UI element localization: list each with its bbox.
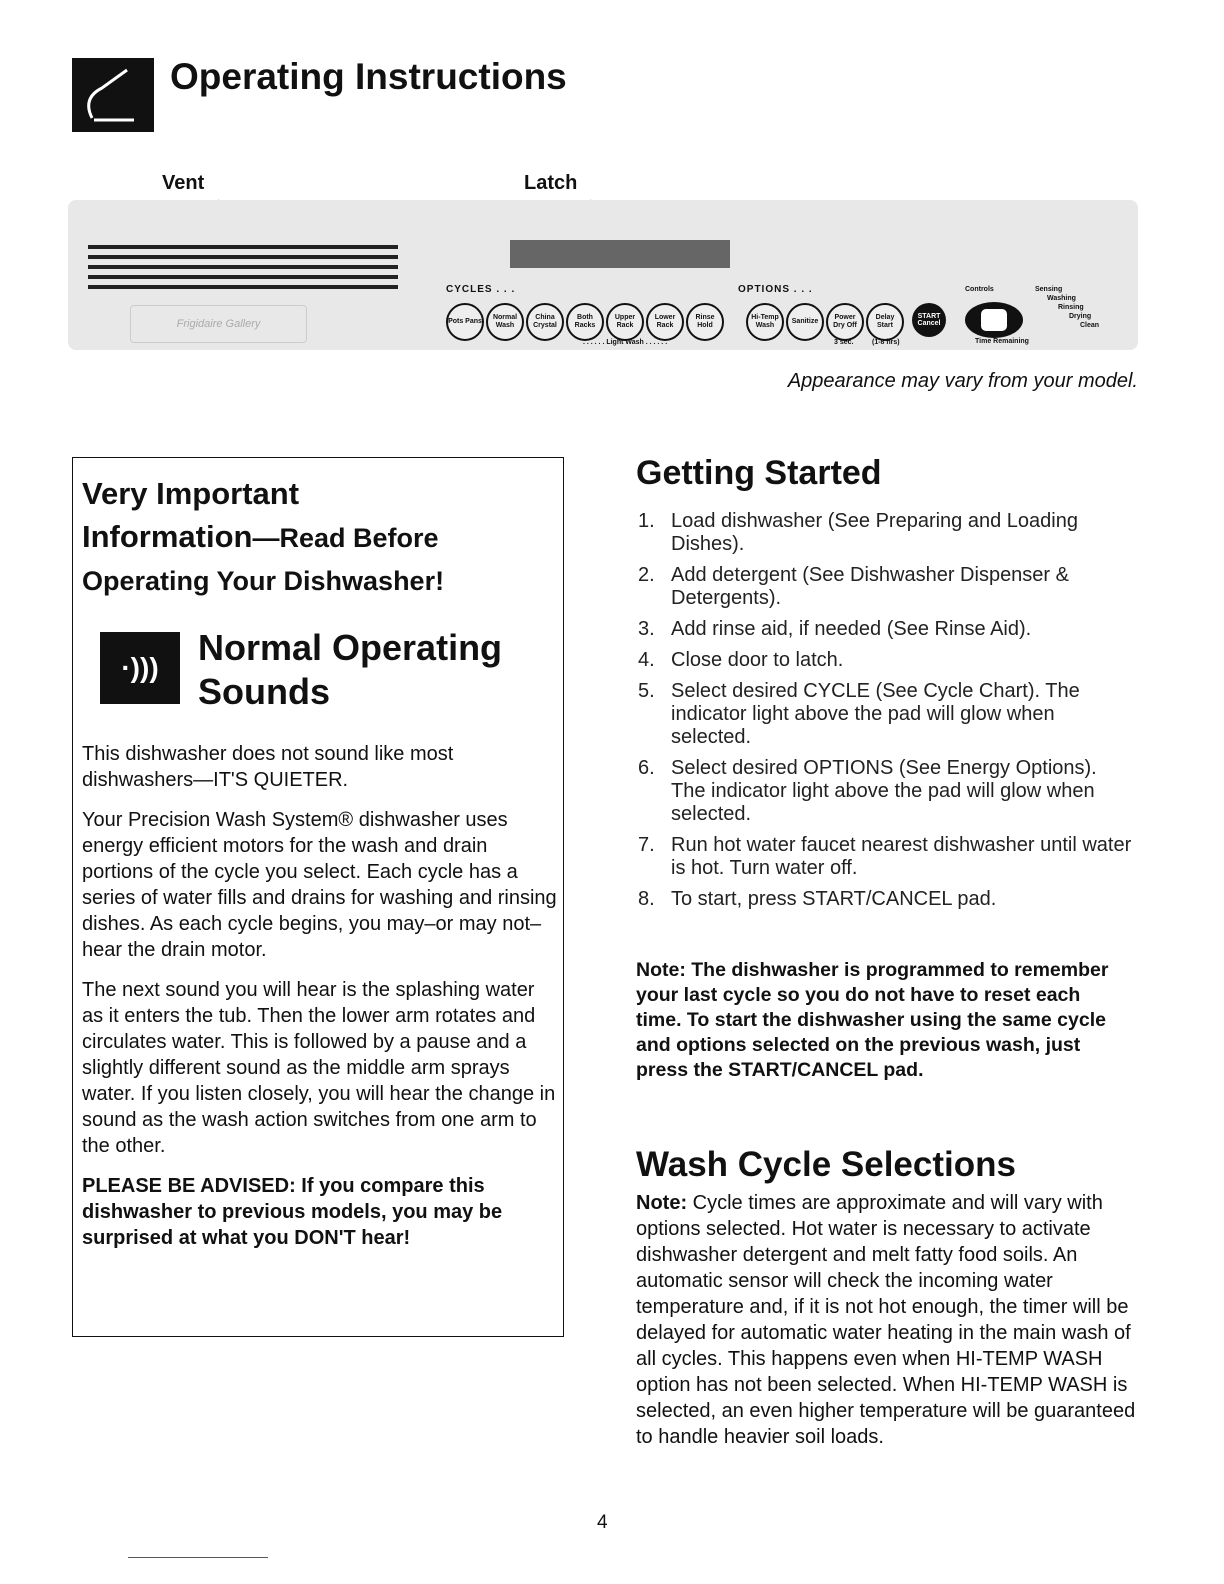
step-text: Select desired OPTIONS (See Energy Options). The indicator light above the pad will glow when selected. (671, 757, 1097, 825)
sound-waves-icon: ·))) (100, 632, 180, 704)
footer-rule (128, 1557, 268, 1558)
wash-cycle-title: Wash Cycle Selections (636, 1145, 1016, 1184)
step: 7. Run hot water faucet nearest dishwasher until water is hot. Turn water off. (638, 834, 1132, 879)
step: 5. Select desired CYCLE (See Cycle Chart). The indicator light above the pad will glow when selected. (638, 680, 1080, 748)
step-text: Run hot water faucet nearest dishwasher until water is hot. Turn water off. (671, 834, 1132, 879)
page-title: Operating Instructions (170, 56, 567, 97)
cycle-pots-pans-button[interactable]: Pots Pans (446, 303, 484, 341)
status-drying: Drying (1069, 313, 1092, 320)
sounds-heading (198, 626, 502, 714)
controls-lock-label: Controls (965, 286, 994, 293)
status-washing: Washing (1047, 295, 1076, 302)
status-clean: Clean (1080, 322, 1100, 329)
latch (510, 240, 730, 268)
sounds-heading-1: Normal Operating (198, 627, 503, 668)
option-sanitize-button[interactable]: Sanitize (786, 303, 824, 341)
step-text: To start, press START/CANCEL pad. (671, 888, 997, 910)
cycle-upper-rack-button[interactable]: Upper Rack (606, 303, 644, 341)
step-text: Add detergent (See Dishwasher Dispenser & Detergents). (671, 564, 1069, 609)
appearance-note: Appearance may vary from your model. (787, 370, 1138, 392)
important-heading (82, 472, 552, 603)
step-text: Close door to latch. (671, 649, 844, 671)
heading-part: Information (82, 519, 253, 554)
cycle-normal-wash-button[interactable]: Normal Wash (486, 303, 524, 341)
sounds-body (82, 741, 557, 1251)
option-delay-start-button[interactable]: Delay Start (866, 303, 904, 341)
lock-note: 3 sec. (834, 339, 854, 346)
page-number: 4 (597, 1512, 608, 1533)
step: 6. Select desired OPTIONS (See Energy Options). The indicator light above the pad will glow when selected. (638, 757, 1097, 825)
advisory-paragraph: PLEASE BE ADVISED: If you compare this dishwasher to previous models, you may be surprised at what you DON'T hear! (82, 1175, 503, 1249)
note-text: Cycle times are approximate and will vary with options selected. Hot water is necessary to activate dishwasher detergent and melt fatty food soils. An automatic sensor will check the incoming water temperature and, if it is not hot enough, the timer will be delayed for automatic water heating in the main wash of all cycles. This happens even when HI-TEMP WASH option has not been selected. When HI-TEMP WASH is selected, an even higher temperature will be guaranteed to handle heavier soil loads. (636, 1192, 1136, 1448)
step-text: Add rinse aid, if needed (See Rinse Aid). (671, 618, 1032, 640)
heading-line-1: Very Important (82, 476, 300, 511)
getting-started-note: Note: The dishwasher is programmed to remember your last cycle so you do not have to reset each time. To start the dishwasher using the same cycle and options selected on the previous wash, just press the START/CANCEL pad. (636, 959, 1109, 1081)
cycle-china-crystal-button[interactable]: China Crystal (526, 303, 564, 341)
step: 3. Add rinse aid, if needed (See Rinse Aid). (638, 618, 1032, 640)
note-label: Note: (636, 1192, 688, 1214)
time-display (965, 302, 1023, 338)
time-remaining-label: Time Remaining (975, 338, 1029, 345)
heading-line-3: Operating Your Dishwasher! (82, 566, 445, 596)
heading-line-2 (82, 515, 552, 560)
light-wash-label: . . . . . . Light Wash . . . . . . (583, 339, 668, 346)
vent-label: Vent (162, 172, 205, 194)
cancel-label: Cancel (917, 320, 941, 327)
status-sensing: Sensing (1035, 286, 1063, 293)
start-label: START (917, 313, 941, 320)
start-cancel-button[interactable] (912, 303, 946, 337)
heading-part: —Read Before (252, 523, 439, 553)
paragraph: Your Precision Wash System® dishwasher uses energy efficient motors for the wash and drain portions of the cycle you select. Each cycle has a series of water fills and drains for washing and rinsing dishes. As each cycle begins, you may–or may not–hear the drain motor. (82, 809, 557, 961)
paragraph: This dishwasher does not sound like most dishwashers—IT'S QUIETER. (82, 743, 454, 791)
cycle-rinse-hold-button[interactable]: Rinse Hold (686, 303, 724, 341)
paragraph: The next sound you will hear is the splashing water as it enters the tub. Then the lower arm rotates and circulates water. This is followed by a pause and a slightly different sound as the middle arm sprays water. If you listen closely, you will hear the change in sound as the wash action switches from one arm to the other. (82, 979, 556, 1157)
getting-started-title: Getting Started (636, 454, 882, 492)
delay-note: (1-8 hrs) (872, 339, 900, 346)
wash-cycle-note (636, 1190, 1138, 1450)
steps-list (636, 510, 1136, 919)
step: 4. Close door to latch. (638, 649, 844, 671)
step: 1. Load dishwasher (See Preparing and Loading Dishes). (638, 510, 1078, 555)
step: 2. Add detergent (See Dishwasher Dispenser & Detergents). (638, 564, 1069, 609)
brand-logo: Frigidaire Gallery (130, 305, 307, 343)
option-hi-temp-wash-button[interactable]: Hi-Temp Wash (746, 303, 784, 341)
status-rinsing: Rinsing (1058, 304, 1084, 311)
cycle-both-racks-button[interactable]: Both Racks (566, 303, 604, 341)
cycle-lower-rack-button[interactable]: Lower Rack (646, 303, 684, 341)
sounds-heading-2: Sounds (198, 671, 330, 712)
step: 8. To start, press START/CANCEL pad. (638, 888, 997, 910)
latch-label: Latch (524, 172, 578, 194)
step-text: Load dishwasher (See Preparing and Loading Dishes). (671, 510, 1078, 555)
cycles-label: CYCLES . . . (446, 284, 516, 295)
step-text: Select desired CYCLE (See Cycle Chart). The indicator light above the pad will glow when selected. (671, 680, 1080, 748)
option-power-dry-off-button[interactable]: Power Dry Off (826, 303, 864, 341)
options-label: OPTIONS . . . (738, 284, 813, 295)
